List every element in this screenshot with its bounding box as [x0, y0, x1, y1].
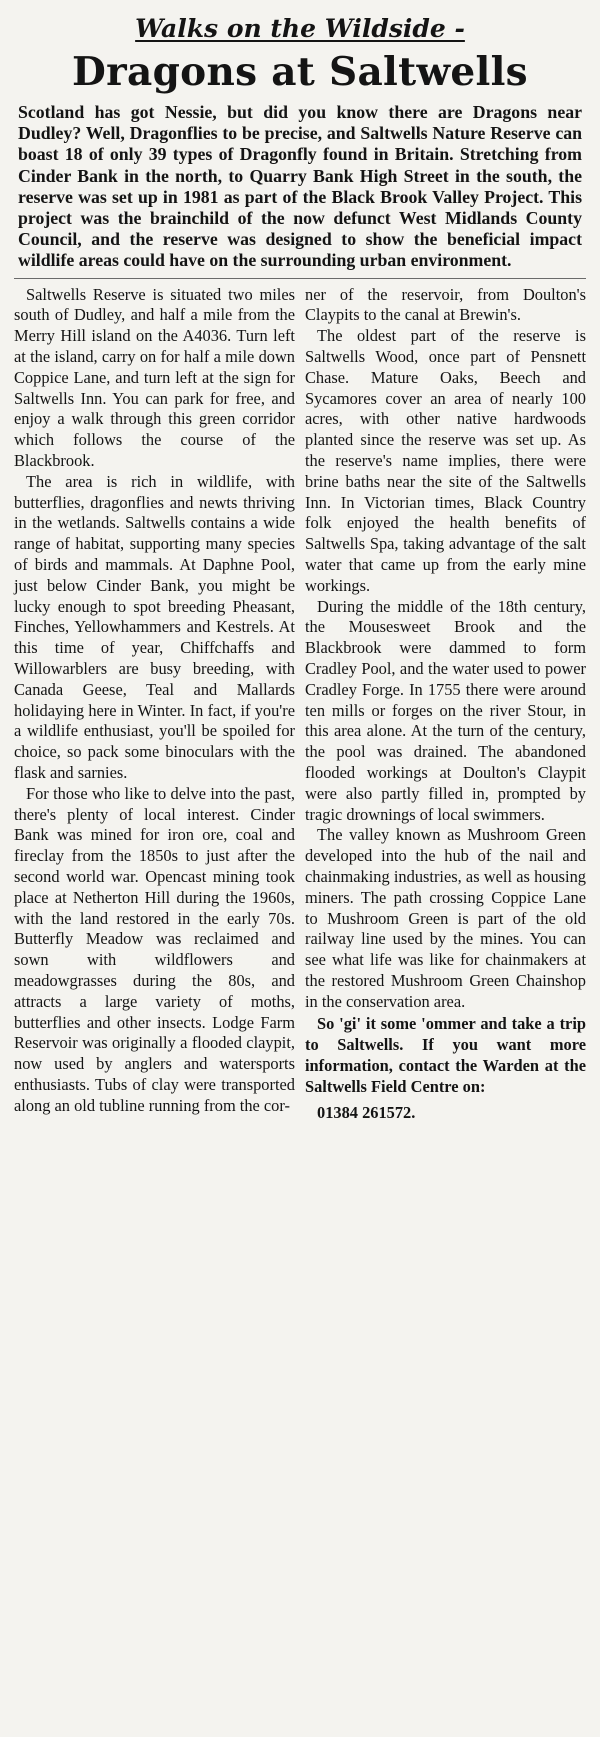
body-paragraph-continuation: ner of the reservoir, from Doulton's Claypits to the canal at Brewin's.: [305, 284, 586, 325]
kicker: [14, 14, 586, 44]
headline: Dragons at Saltwells: [72, 49, 528, 95]
body-paragraph: The valley known as Mushroom Green developed into the hub of the nail and chainmaking industries, as well as housing miners. The path crossing Coppice Lane to Mushroom Green is part of the old railway line used by the mines. You can see what life was like for chainmakers at the restored Mushroom Green Chainshop in the conservation area.: [305, 825, 586, 1011]
body-paragraph: The oldest part of the reserve is Saltwells Wood, once part of Pensnett Chase. Mature Oaks, Beech and Sycamores cover an area of nearly 100 acres, with other native hardwoods planted since the reserve was set up. As the reserve's name implies, there were brine baths near the site of the Saltwells Inn. In Victorian times, Black Country folk enjoyed the health benefits of Saltwells Spa, taking advantage of the salt water that came up from the early mine workings.: [305, 326, 586, 595]
left-column: [14, 285, 295, 1117]
body-paragraph: For those who like to delve into the past, there's plenty of local interest. Cinder Bank was mined for iron ore, coal and fireclay from the 1850s to just after the second world war. Opencast mining took place at Netherton Hill during the 1960s, with the land restored in the early 70s. Butterfly Meadow was reclaimed and sown with wildflowers and meadowgrasses during the 80s, and attracts a large variety of moths, butterflies and other insects. Lodge Farm Reservoir was originally a flooded claypit, now used by anglers and watersports enthusiasts. Tubs of clay were transported along an old tubline running from the cor-: [14, 783, 295, 1115]
right-column: [305, 285, 586, 1125]
article-body: [14, 285, 586, 1125]
body-paragraph: Saltwells Reserve is situated two miles south of Dudley, and half a mile from the Merry Hill island on the A4036. Turn left at the island, carry on for half a mile down Coppice Lane, and turn left at the sign for Saltwells Inn. You can park for free, and enjoy a walk through this green corridor which follows the course of the Blackbrook.: [14, 284, 295, 470]
body-paragraph: The area is rich in wildlife, with butterflies, dragonflies and newts thriving in the wetlands. Saltwells contains a wide range of habitat, supporting many species of birds and mammals. At Daphne Pool, just below Cinder Bank, you might be lucky enough to spot breeding Pheasant, Finches, Yellowhammers and Kestrels. At this time of year, Chiffchaffs and Willowarblers are busy breeding, with Canada Geese, Teal and Mallards holidaying here in Winter. In fact, if you're a wildlife enthusiast, you'll be spoiled for choice, so pack some binoculars with the flask and sarnies.: [14, 471, 295, 782]
phone-number: 01384 261572.: [317, 1102, 416, 1122]
kicker-text: Walks on the Wildside -: [135, 14, 465, 43]
divider: [14, 278, 586, 279]
standfirst: Scotland has got Nessie, but did you know there are Dragons near Dudley? Well, Dragonflies to be precise, and Saltwells Nature Reserve can boast 18 of only 39 types of Dragonfly found in Britain. Stretching from Cinder Bank in the north, to Quarry Bank High Street in the south, the reserve was set up in 1981 as part of the Black Brook Valley Project. This project was the brainchild of the now defunct West Midlands County Council, and the reserve was designed to show the beneficial impact wildlife areas could have on the surrounding urban environment.: [18, 102, 582, 271]
body-paragraph: During the middle of the 18th century, the Mousesweet Brook and the Blackbrook were dammed to form Cradley Pool, and the water used to power Cradley Forge. In 1755 there were around ten mills or forges on the river Stour, in this area alone. At the turn of the century, the pool was drained. The abandoned flooded workings at Doulton's Claypit were also partly filled in, prompted by tragic drownings of local swimmers.: [305, 596, 586, 824]
closing-paragraph: So 'gi' it some 'ommer and take a trip to Saltwells. If you want more information, contact the Warden at the Saltwells Field Centre on:: [305, 1013, 586, 1096]
